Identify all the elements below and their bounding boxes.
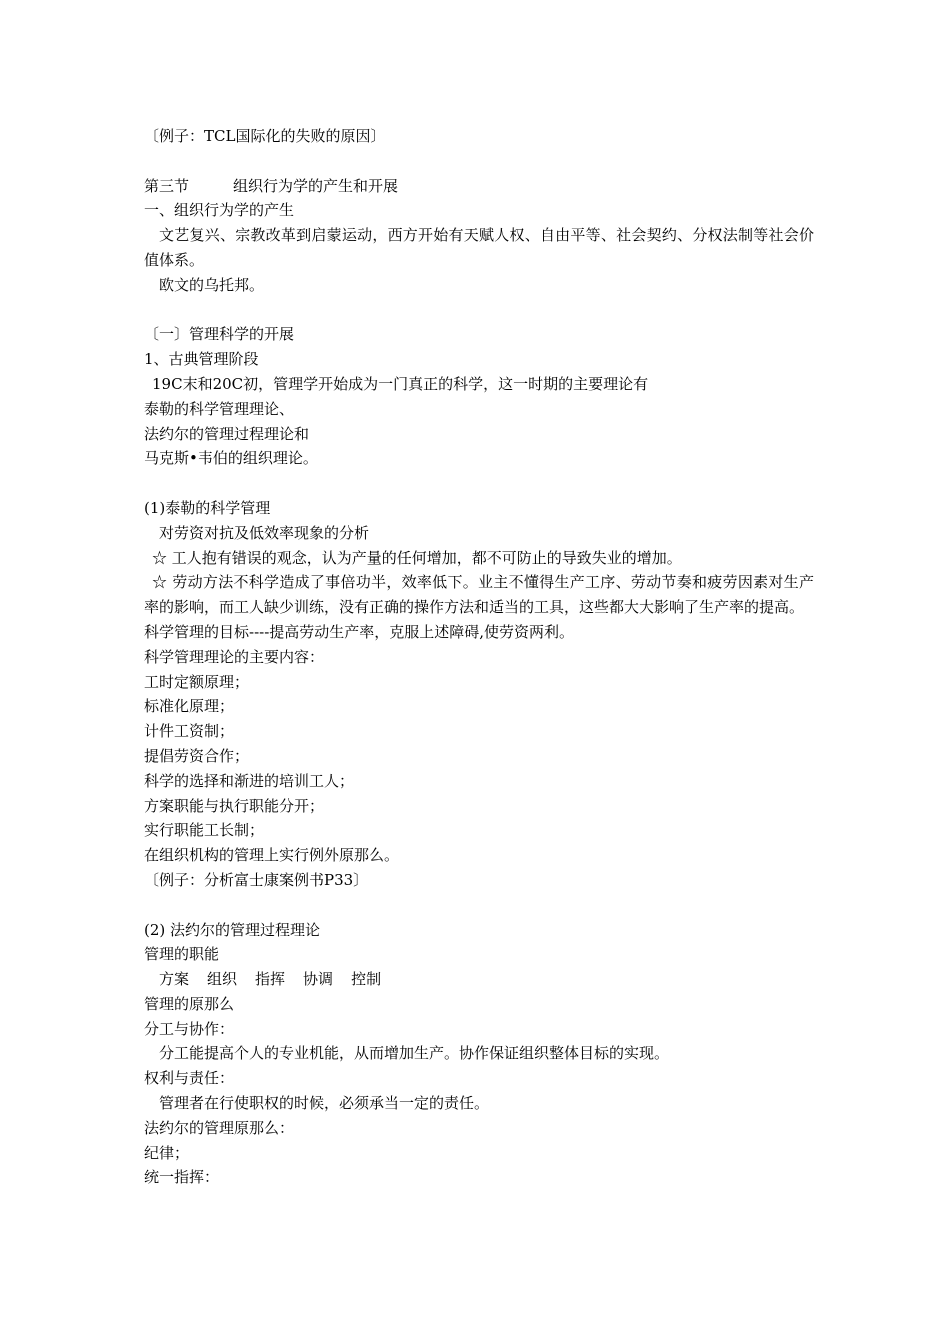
division-text: 分工能提高个人的专业机能，从而增加生产。协作保证组织整体目标的实现。 (159, 1044, 670, 1063)
list-item: 实行职能工长制； (144, 821, 265, 840)
taylor-analysis: 对劳资对抗及低效率现象的分析 (159, 523, 370, 542)
section-heading (144, 174, 814, 199)
theory-weber: 马克斯•韦伯的组织理论。 (144, 449, 318, 468)
function-item: 方案 (159, 970, 190, 989)
function-item: 协调 (303, 970, 334, 989)
fayol-principles-heading: 管理的原那么 (144, 994, 235, 1013)
list-item: 标准化原理； (144, 697, 235, 716)
heading-fayol: (2) 法约尔的管理过程理论 (144, 920, 321, 939)
function-item: 指挥 (255, 970, 286, 989)
theory-taylor: 泰勒的科学管理理论、 (144, 399, 295, 418)
taylor-star-point-2: ☆ 劳动方法不科学造成了事倍功半，效率低下。业主不懂得生产工序、劳动节奏和疲劳因素对生产率的影响，而工人缺少训练，没有正确的操作方法和适当的工具，这些都大大影响了生产率的提高。 (144, 573, 814, 617)
blank-line (144, 471, 814, 496)
list-item: 在组织机构的管理上实行例外原那么。 (144, 846, 400, 865)
example-foxconn: 〔例子：分析富士康案例书P33〕 (144, 870, 369, 889)
fayol-functions-heading: 管理的职能 (144, 945, 220, 964)
taylor-goal: 科学管理的目标----提高劳动生产率，克服上述障碍,使劳资两利。 (144, 622, 575, 641)
authority-heading: 权利与责任： (144, 1069, 235, 1088)
list-item: 科学的选择和渐进的培训工人； (144, 771, 355, 790)
blank-line (144, 149, 814, 174)
section-title: 组织行为学的产生和开展 (233, 176, 399, 195)
principle-unity-command: 统一指挥： (144, 1168, 220, 1187)
list-item: 计件工资制； (144, 722, 235, 741)
paragraph-renaissance: 文艺复兴、宗教改革到启蒙运动，西方开始有天赋人权、自由平等、社会契约、分权法制等社会价值体系。 (144, 226, 814, 269)
sub-heading-origin: 一、组织行为学的产生 (144, 201, 295, 220)
division-heading: 分工与协作： (144, 1019, 235, 1038)
example-tcl: 〔例子：TCL国际化的失败的原因〕 (144, 127, 386, 145)
blank-line (144, 893, 814, 918)
list-item: 工时定额原理； (144, 672, 250, 691)
authority-text: 管理者在行使职权的时候，必须承当一定的责任。 (159, 1094, 490, 1113)
section-label: 第三节 (144, 176, 190, 195)
function-item: 组织 (207, 970, 238, 989)
theory-fayol: 法约尔的管理过程理论和 (144, 424, 310, 443)
sub-heading-classical: 1、古典管理阶段 (144, 350, 259, 369)
principle-discipline: 纪律； (144, 1143, 190, 1162)
heading-taylor: (1)泰勒的科学管理 (144, 498, 271, 517)
taylor-star-point-1: ☆ 工人抱有错误的观念，认为产量的任何增加，都不可防止的导致失业的增加。 (152, 548, 682, 567)
list-item: 方案职能与执行职能分开； (144, 796, 325, 815)
fayol-functions-list (144, 967, 814, 992)
sub-heading-management-science: 〔一〕管理科学的开展 (144, 325, 295, 344)
function-item: 控制 (351, 970, 382, 989)
paragraph-owen: 欧文的乌托邦。 (159, 275, 265, 294)
taylor-content-heading: 科学管理理论的主要内容： (144, 647, 325, 666)
list-item: 提倡劳资合作； (144, 746, 250, 765)
document-body (144, 124, 814, 1190)
paragraph-19c: 19C末和20C初，管理学开始成为一门真正的科学，这一时期的主要理论有 (152, 374, 649, 393)
blank-line (144, 298, 814, 323)
fayol-principles-list-heading: 法约尔的管理原那么： (144, 1118, 295, 1137)
